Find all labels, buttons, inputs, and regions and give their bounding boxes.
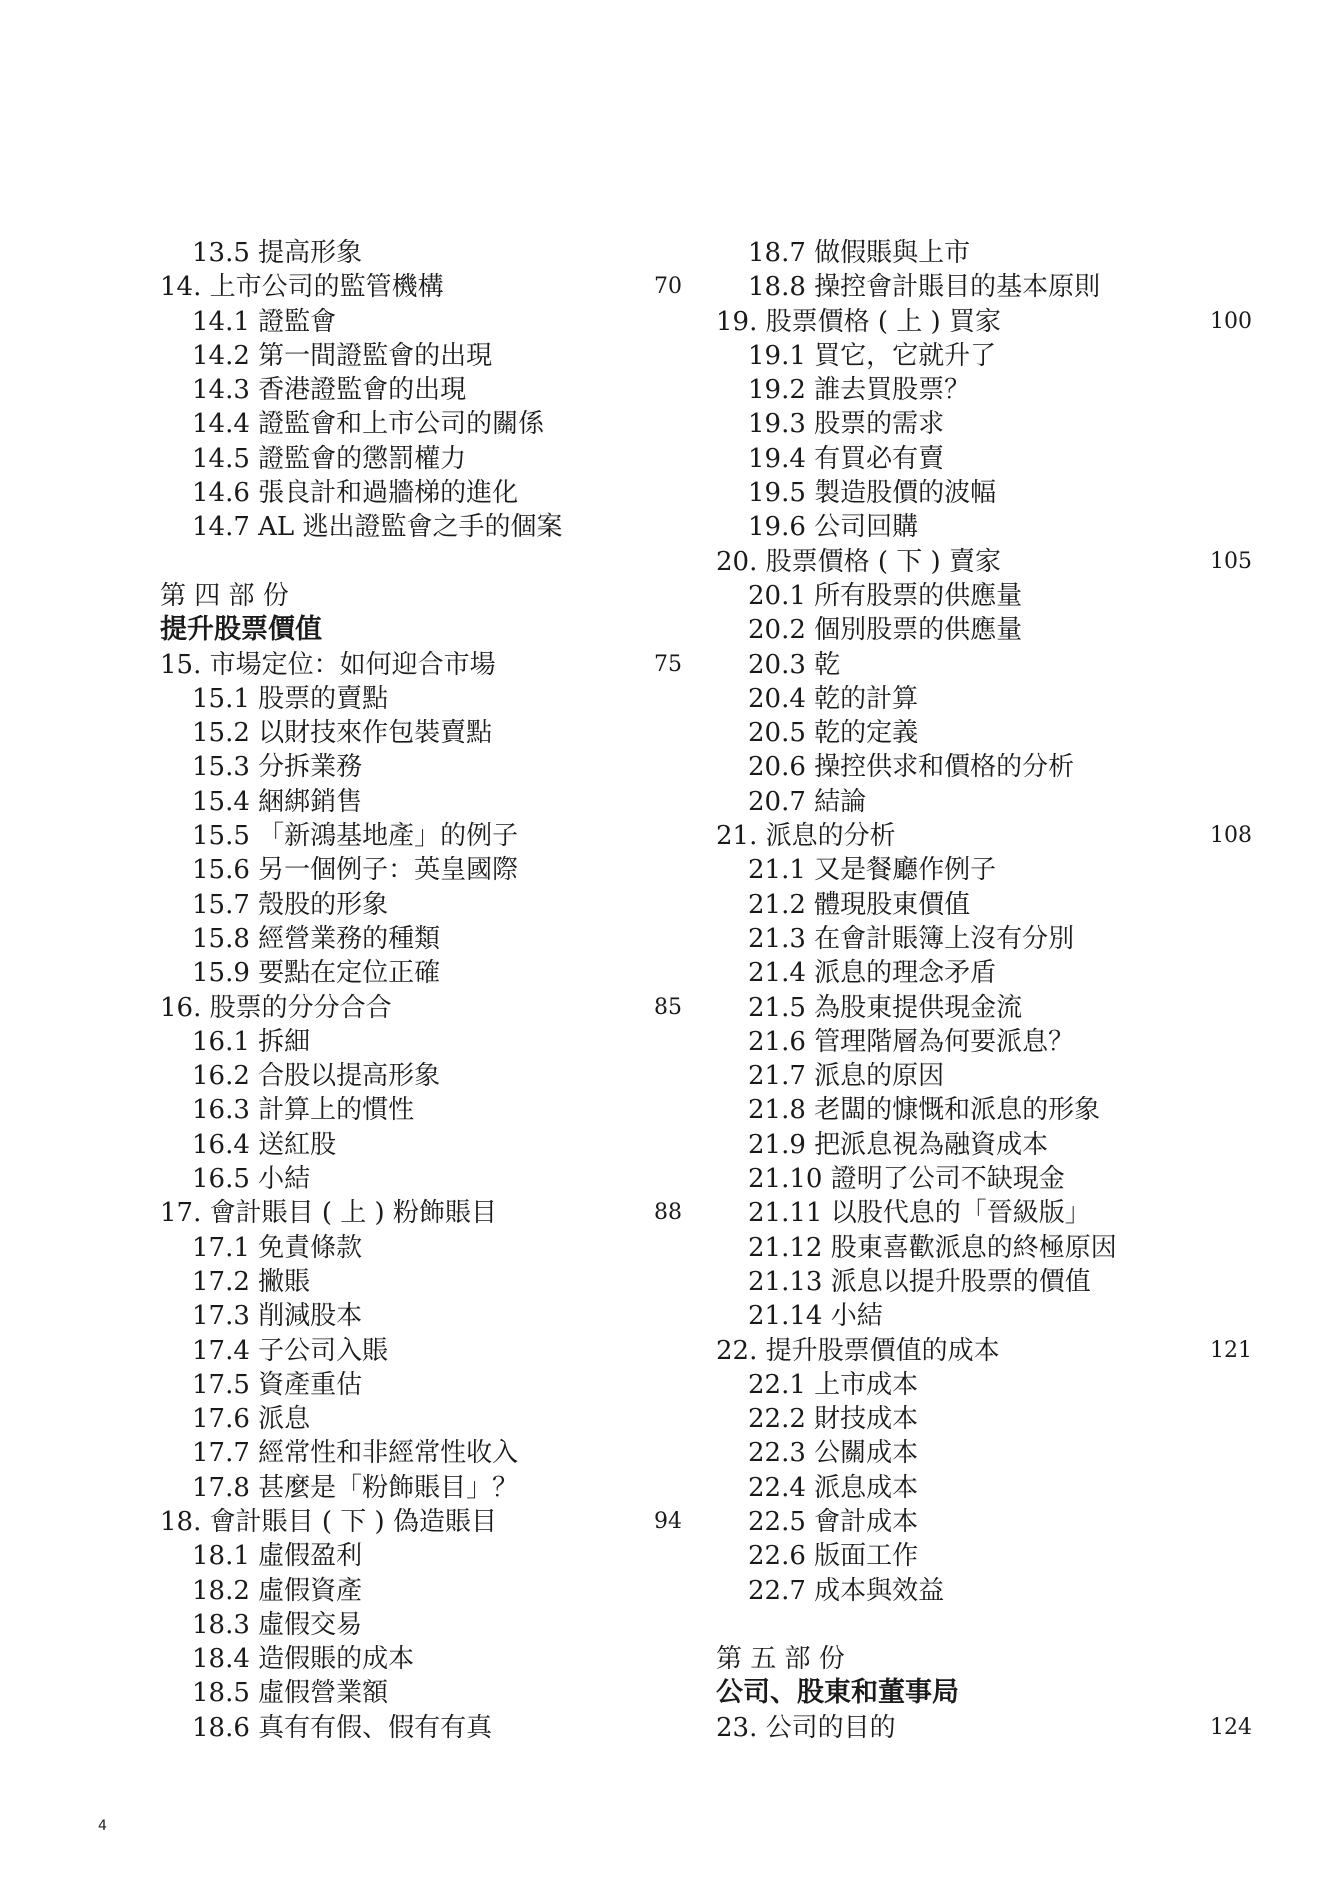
toc-entry-label: 21.4 派息的理念矛盾 [748, 958, 997, 989]
toc-section-entry [716, 579, 1236, 613]
toc-section-entry [160, 1059, 680, 1093]
toc-entry-label: 20.4 乾的計算 [748, 683, 919, 714]
toc-entry-label: 第 四 部 份 [160, 580, 289, 611]
toc-entry-label: 16.4 送紅股 [192, 1129, 337, 1160]
toc-section-entry [160, 716, 680, 750]
toc-entry-label: 21.10 證明了公司不缺現金 [748, 1164, 1065, 1195]
toc-section-entry [716, 888, 1236, 922]
toc-chapter-entry [716, 1334, 1252, 1368]
toc-entry-label: 17.5 資產重估 [192, 1369, 363, 1400]
toc-section-entry [716, 1539, 1236, 1573]
toc-section-entry [716, 1471, 1236, 1505]
toc-entry-label: 17.8 甚麼是「粉飾賬目」？ [192, 1472, 519, 1503]
toc-entry-label: 18.4 造假賬的成本 [192, 1644, 415, 1675]
toc-entry-label: 20.3 乾 [748, 649, 841, 680]
toc-section-entry [716, 785, 1236, 819]
toc-section-entry [160, 339, 680, 373]
toc-section-entry [160, 1128, 680, 1162]
toc-entry-label: 14.2 第一間證監會的出現 [192, 340, 493, 371]
toc-part-heading [160, 579, 680, 613]
toc-entry-label: 15.5 「新鴻基地產」的例子 [192, 821, 519, 852]
toc-entry-label: 21.14 小結 [748, 1301, 883, 1332]
toc-section-entry [716, 1368, 1236, 1402]
toc-entry-label: 16. 股票的分分合合 [160, 992, 392, 1023]
toc-section-entry [716, 1059, 1236, 1093]
toc-entry-label: 17.7 經常性和非經常性收入 [192, 1438, 519, 1469]
toc-entry-label: 22.1 上市成本 [748, 1369, 919, 1400]
toc-entry-label: 18.5 虛假營業額 [192, 1678, 389, 1709]
toc-page-number: 100 [1210, 308, 1252, 334]
toc-section-entry [160, 785, 680, 819]
toc-chapter-entry [716, 819, 1252, 853]
toc-entry-label: 16.1 拆細 [192, 1026, 311, 1057]
toc-chapter-entry [160, 991, 680, 1025]
toc-section-entry [160, 1368, 680, 1402]
toc-entry-label: 21.11 以股代息的「晉級版」 [748, 1198, 1091, 1229]
toc-entry-label: 20.1 所有股票的供應量 [748, 580, 1023, 611]
toc-section-entry [160, 682, 680, 716]
toc-section-entry [716, 476, 1236, 510]
toc-entry-label: 18.1 虛假盈利 [192, 1541, 363, 1572]
toc-entry-label: 17.1 免責條款 [192, 1232, 363, 1263]
toc-right-column [716, 236, 1252, 1745]
toc-chapter-entry [716, 305, 1252, 339]
toc-chapter-entry [716, 1711, 1252, 1745]
toc-entry-label: 21.8 老闆的慷慨和派息的形象 [748, 1095, 1101, 1126]
toc-section-entry [160, 1402, 680, 1436]
toc-entry-label: 19.5 製造股價的波幅 [748, 478, 997, 509]
toc-section-entry [160, 1334, 680, 1368]
toc-section-entry [716, 648, 1236, 682]
toc-entry-label: 18.2 虛假資產 [192, 1575, 363, 1606]
toc-section-entry [716, 1574, 1236, 1608]
toc-section-entry [160, 442, 680, 476]
toc-entry-label: 22.5 會計成本 [748, 1506, 919, 1537]
toc-entry-label: 20.7 結論 [748, 786, 867, 817]
toc-page-number: 108 [1210, 823, 1252, 849]
toc-entry-label: 22.4 派息成本 [748, 1472, 919, 1503]
toc-chapter-entry [160, 270, 680, 304]
toc-section-entry [716, 442, 1236, 476]
toc-chapter-entry [160, 1196, 680, 1230]
toc-section-entry [160, 1025, 680, 1059]
toc-section-entry [160, 922, 680, 956]
toc-section-entry [160, 956, 680, 990]
toc-entry-label: 15.9 要點在定位正確 [192, 958, 441, 989]
toc-entry-label: 14.7 AL 逃出證監會之手的個案 [192, 512, 563, 543]
toc-entry-label: 19.6 公司回購 [748, 512, 919, 543]
toc-section-entry [160, 853, 680, 887]
toc-entry-label: 15.8 經營業務的種類 [192, 923, 441, 954]
toc-entry-label: 提升股票價值 [160, 614, 322, 646]
toc-entry-label: 20. 股票價格 ( 下 ) 賣家 [716, 546, 1001, 577]
toc-section-entry [160, 1299, 680, 1333]
toc-page-number: 75 [654, 651, 682, 677]
toc-section-entry [716, 1162, 1236, 1196]
toc-entry-label: 16.2 合股以提高形象 [192, 1061, 441, 1092]
toc-section-entry [160, 888, 680, 922]
toc-section-entry [716, 613, 1236, 647]
toc-section-entry [716, 407, 1236, 441]
toc-entry-label: 18.7 做假賬與上市 [748, 238, 971, 268]
toc-left-column [160, 236, 680, 1745]
toc-entry-label: 16.5 小結 [192, 1164, 311, 1195]
toc-section-entry [716, 991, 1236, 1025]
toc-section-entry [716, 236, 1236, 270]
toc-section-entry [716, 682, 1236, 716]
toc-section-entry [160, 819, 680, 853]
toc-entry-label: 22.3 公關成本 [748, 1438, 919, 1469]
toc-section-entry [716, 1436, 1236, 1470]
toc-entry-label: 第 五 部 份 [716, 1644, 845, 1675]
toc-entry-label: 15.7 殼股的形象 [192, 889, 389, 920]
toc-page-number: 105 [1210, 548, 1252, 574]
toc-entry-label: 15.1 股票的賣點 [192, 683, 389, 714]
toc-section-entry [160, 305, 680, 339]
toc-entry-label: 19.1 買它，它就升了 [748, 340, 997, 371]
toc-entry-label: 15.2 以財技來作包裝賣點 [192, 718, 493, 749]
toc-entry-label: 17.4 子公司入賬 [192, 1335, 389, 1366]
toc-chapter-entry [716, 545, 1252, 579]
toc-entry-label: 22.2 財技成本 [748, 1404, 919, 1435]
toc-entry-label: 18.8 操控會計賬目的基本原則 [748, 272, 1101, 303]
toc-section-entry [160, 510, 680, 544]
toc-section-entry [160, 1471, 680, 1505]
toc-page-number: 94 [654, 1508, 682, 1534]
toc-section-entry [160, 1265, 680, 1299]
toc-section-entry [160, 1436, 680, 1470]
toc-entry-label: 18.3 虛假交易 [192, 1609, 363, 1640]
toc-section-entry [160, 1574, 680, 1608]
toc-entry-label: 15.3 分拆業務 [192, 752, 363, 783]
toc-entry-label: 14.1 證監會 [192, 306, 337, 337]
toc-section-entry [716, 373, 1236, 407]
toc-page-number: 85 [654, 994, 682, 1020]
toc-entry-label: 14.5 證監會的懲罰權力 [192, 443, 467, 474]
toc-entry-label: 19.4 有買必有賣 [748, 443, 945, 474]
toc-section-entry [716, 1505, 1236, 1539]
toc-entry-label: 21.6 管理階層為何要派息？ [748, 1026, 1075, 1057]
toc-entry-label: 14. 上市公司的監管機構 [160, 272, 444, 303]
toc-entry-label: 14.4 證監會和上市公司的關係 [192, 409, 545, 440]
toc-section-entry [716, 750, 1236, 784]
toc-section-entry [716, 1025, 1236, 1059]
toc-section-entry [716, 716, 1236, 750]
toc-page-number: 121 [1210, 1337, 1252, 1363]
toc-spacer [716, 1608, 1236, 1642]
toc-entry-label: 14.3 香港證監會的出現 [192, 375, 467, 406]
toc-section-entry [716, 1196, 1236, 1230]
toc-section-entry [160, 373, 680, 407]
toc-entry-label: 17. 會計賬目 ( 上 ) 粉飾賬目 [160, 1198, 497, 1229]
toc-section-entry [160, 407, 680, 441]
toc-section-entry [716, 1128, 1236, 1162]
toc-entry-label: 21.9 把派息視為融資成本 [748, 1129, 1049, 1160]
toc-entry-label: 22. 提升股票價值的成本 [716, 1335, 1000, 1366]
toc-entry-label: 18. 會計賬目 ( 下 ) 偽造賬目 [160, 1506, 497, 1537]
toc-entry-label: 22.7 成本與效益 [748, 1575, 945, 1606]
toc-entry-label: 公司、股東和董事局 [716, 1677, 959, 1709]
toc-entry-label: 19.3 股票的需求 [748, 409, 945, 440]
toc-section-entry [716, 510, 1236, 544]
toc-entry-label: 15.6 另一個例子：英皇國際 [192, 855, 519, 886]
toc-section-entry [160, 1676, 680, 1710]
toc-entry-label: 21.2 體現股東價值 [748, 889, 971, 920]
toc-section-entry [716, 853, 1236, 887]
toc-section-entry [716, 1265, 1236, 1299]
toc-entry-label: 20.5 乾的定義 [748, 718, 919, 749]
toc-page-number: 88 [654, 1200, 682, 1226]
toc-entry-label: 20.2 個別股票的供應量 [748, 615, 1023, 646]
toc-section-entry [160, 236, 680, 270]
toc-section-entry [160, 1642, 680, 1676]
toc-section-entry [716, 270, 1236, 304]
toc-section-entry [716, 1231, 1236, 1265]
toc-entry-label: 15. 市場定位：如何迎合市場 [160, 649, 496, 680]
toc-section-entry [160, 1711, 680, 1745]
page-number: 4 [98, 1818, 107, 1834]
toc-entry-label: 17.6 派息 [192, 1404, 311, 1435]
toc-entry-label: 21.3 在會計賬簿上沒有分別 [748, 923, 1075, 954]
toc-entry-label: 15.4 綑綁銷售 [192, 786, 363, 817]
toc-section-entry [716, 339, 1236, 373]
toc-section-entry [716, 956, 1236, 990]
toc-entry-label: 17.2 撇賬 [192, 1266, 311, 1297]
toc-entry-label: 21.13 派息以提升股票的價值 [748, 1266, 1091, 1297]
toc-section-entry [160, 1608, 680, 1642]
toc-chapter-entry [160, 648, 680, 682]
toc-entry-label: 14.6 張良計和過牆梯的進化 [192, 478, 519, 509]
toc-entry-label: 21.12 股東喜歡派息的終極原因 [748, 1232, 1117, 1263]
toc-section-entry [716, 1299, 1236, 1333]
toc-entry-label: 21. 派息的分析 [716, 821, 896, 852]
toc-entry-label: 20.6 操控供求和價格的分析 [748, 752, 1075, 783]
toc-page-number: 124 [1210, 1714, 1252, 1740]
toc-section-entry [716, 1402, 1236, 1436]
toc-entry-label: 18.6 真有有假、假有有真 [192, 1712, 493, 1743]
toc-part-heading [716, 1642, 1236, 1676]
toc-entry-label: 19. 股票價格 ( 上 ) 買家 [716, 306, 1001, 337]
toc-section-entry [160, 1162, 680, 1196]
toc-entry-label: 17.3 削減股本 [192, 1301, 363, 1332]
toc-entry-label: 19.2 誰去買股票？ [748, 375, 971, 406]
toc-section-entry [160, 750, 680, 784]
toc-section-entry [160, 1539, 680, 1573]
toc-entry-label: 23. 公司的目的 [716, 1712, 896, 1743]
toc-entry-label: 22.6 版面工作 [748, 1541, 919, 1572]
toc-section-entry [716, 1093, 1236, 1127]
toc-page-number: 70 [654, 274, 682, 300]
toc-entry-label: 13.5 提高形象 [192, 238, 363, 268]
toc-part-title [716, 1676, 1236, 1710]
toc-section-entry [160, 476, 680, 510]
toc-entry-label: 21.7 派息的原因 [748, 1061, 945, 1092]
toc-section-entry [716, 922, 1236, 956]
toc-spacer [160, 545, 680, 579]
toc-section-entry [160, 1093, 680, 1127]
toc-entry-label: 16.3 計算上的慣性 [192, 1095, 415, 1126]
toc-chapter-entry [160, 1505, 680, 1539]
toc-section-entry [160, 1231, 680, 1265]
toc-part-title [160, 613, 680, 647]
toc-entry-label: 21.1 又是餐廳作例子 [748, 855, 997, 886]
toc-entry-label: 21.5 為股東提供現金流 [748, 992, 1023, 1023]
